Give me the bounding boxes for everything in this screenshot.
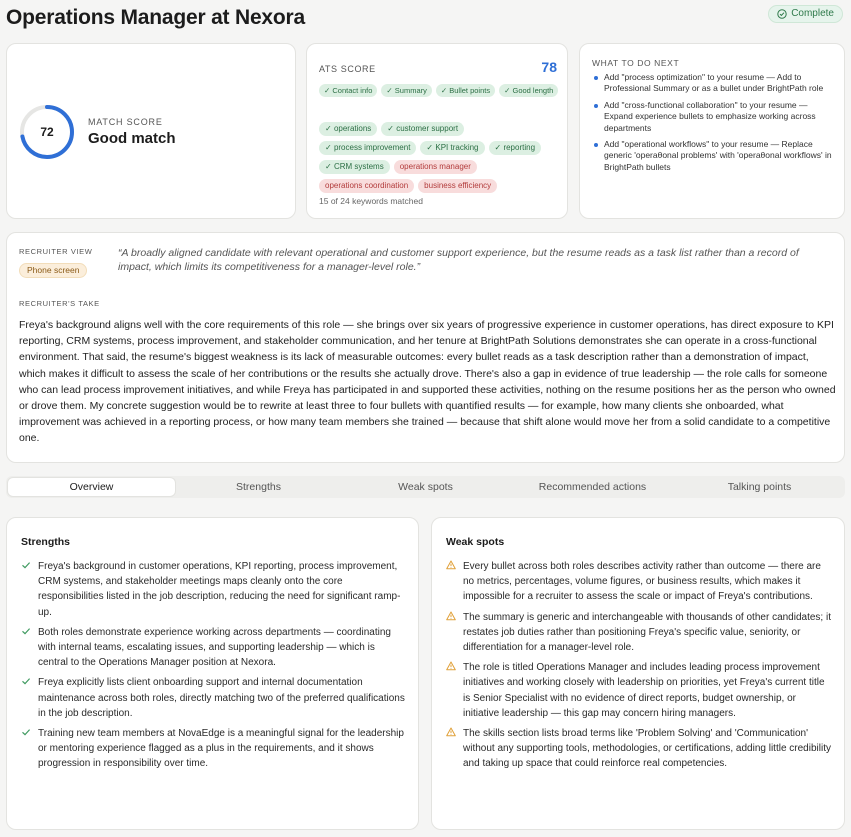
check-icon bbox=[21, 726, 31, 772]
strength-item bbox=[21, 625, 406, 671]
check-icon bbox=[21, 625, 31, 671]
keyword-missing-chip bbox=[418, 179, 497, 193]
keyword-matched-chip: ✓ KPI tracking bbox=[420, 141, 484, 155]
keyword-missing-chip bbox=[319, 179, 414, 193]
recruiter-quote: “A broadly aligned candidate with relevant operational and customer support experience, but the resume reads as a task list rather than a record of impact, which limits its competitiveness for a manager-level role.” bbox=[118, 247, 799, 273]
check-circle-icon bbox=[777, 9, 787, 19]
tab-weak-spots[interactable]: Weak spots bbox=[398, 481, 453, 493]
keyword-label: reporting bbox=[503, 143, 536, 152]
keyword-label: CRM systems bbox=[333, 162, 384, 171]
ats-section-checks bbox=[319, 84, 559, 97]
keyword-label: customer support bbox=[396, 124, 459, 133]
section-check-chip: ✓ Bullet points bbox=[436, 84, 495, 97]
next-steps-label: WHAT TO DO NEXT bbox=[592, 58, 680, 68]
weak-spot-item bbox=[446, 610, 831, 656]
warning-icon bbox=[446, 610, 456, 656]
keyword-missing-chip bbox=[394, 160, 477, 174]
recruiter-take-text: Freya's background aligns well with the core requirements of this role — she brings over six years of progressive experience in customer operations, has direct exposure to KPI reporting, CRM systems, process improvement, and stakeholder communication, and her tenure at BrightPath Solutions demonstrates she can operate in a cross-functional environment. That said, the resume's biggest weakness is its lack of measurable outcomes: every bullet reads as a task description rather than a demonstration of impact, which makes it difficult to assess the scale of her contributions or the results she actually drove. There's also a gap in evidence of true leadership — the role calls for someone who can lead process improvement initiatives, and while Freya has participated in and supported these activities, nothing on the resume positions her as the person who owned or drove them. My concrete suggestion would be to rewrite at least three to four bullets with quantified results — for example, how many clients she onboarded, what improvement was achieved in a reporting process, or how many team members she trained — because that shift alone would move her from a solid candidate to a competitive one. bbox=[19, 319, 836, 445]
recruiter-card bbox=[6, 232, 845, 463]
strength-item-text: Freya explicitly lists client onboarding support and internal documentation maintenance across both roles, directly matching two of the preferred qualifications in the job description. bbox=[38, 677, 405, 719]
section-check-chip: ✓ Summary bbox=[381, 84, 431, 97]
tab-talking-points[interactable]: Talking points bbox=[727, 481, 792, 493]
weak-spot-item-text: Every bullet across both roles describes activity rather than outcome — there are no metrics, percentages, volume figures, or business results, which makes it impossible for a recruiter to assess the scale or impact of Freya's contributions. bbox=[463, 561, 821, 603]
weak-spots-list bbox=[446, 559, 831, 777]
weak-spots-card bbox=[431, 517, 845, 830]
next-steps-card bbox=[579, 43, 845, 219]
ats-score-value: 78 bbox=[541, 59, 557, 75]
check-icon bbox=[21, 559, 31, 620]
section-check-label: Bullet points bbox=[449, 86, 491, 95]
strengths-card bbox=[6, 517, 419, 830]
weak-spot-item-text: The summary is generic and interchangeable with thousands of other candidates; it restates job duties rather than positioning Freya's specific value, seniority, or differentiation for a manager-level role. bbox=[463, 611, 831, 654]
next-steps-list bbox=[592, 72, 837, 178]
strength-item bbox=[21, 726, 406, 772]
tab-recommended-actions[interactable]: Recommended actions bbox=[538, 481, 647, 493]
keyword-label: business efficiency bbox=[424, 181, 492, 190]
weak-spot-item bbox=[446, 559, 831, 605]
strength-item-text: Freya's background in customer operations, KPI reporting, process improvement, CRM systems, and stakeholder meetings maps cleanly onto the core responsibilities listed in the job description, reducing the need for significant ramp-up. bbox=[38, 561, 401, 618]
tab-overview[interactable]: Overview bbox=[8, 478, 175, 496]
keyword-label: KPI tracking bbox=[435, 143, 479, 152]
section-check-chip: ✓ Contact info bbox=[319, 84, 377, 97]
section-check-label: Contact info bbox=[332, 86, 373, 95]
tab-strengths[interactable]: Strengths bbox=[236, 481, 281, 493]
tab-bar bbox=[6, 476, 845, 498]
match-score-value: 72 bbox=[40, 125, 54, 139]
ats-score-card bbox=[306, 43, 568, 219]
next-step-item: Add "operational workflows" to your resume — Replace generic 'operaθonal problems' with 'operaθonal workflows' in BrightPath bullets bbox=[592, 139, 837, 173]
section-check-chip: ✓ Good length bbox=[499, 84, 558, 97]
next-step-item: Add "process optimization" to your resume — Add to Professional Summary or as a bullet under BrightPath role bbox=[592, 72, 837, 95]
match-verdict: Good match bbox=[88, 130, 176, 147]
warning-icon bbox=[446, 660, 456, 721]
next-step-item: Add "cross-functional collaboration" to your resume — Expand experience bullets to emphasize working across departments bbox=[592, 100, 837, 134]
section-check-label: Good length bbox=[512, 86, 554, 95]
strengths-title: Strengths bbox=[21, 536, 71, 548]
check-icon bbox=[21, 675, 31, 721]
keyword-label: operations bbox=[333, 124, 372, 133]
keyword-matched-chip: ✓ operations bbox=[319, 122, 377, 136]
strength-item bbox=[21, 559, 406, 620]
strength-item-text: Both roles demonstrate experience working across departments — coordinating with internal teams, escalating issues, and supporting leadership — which is central to the Operations Manager position at Nexora. bbox=[38, 626, 391, 669]
keyword-matched-chip: ✓ customer support bbox=[381, 122, 464, 136]
keyword-label: operations manager bbox=[399, 162, 471, 171]
keyword-matched-chip: ✓ process improvement bbox=[319, 141, 416, 155]
keyword-matched-chip: ✓ CRM systems bbox=[319, 160, 390, 174]
weak-spots-title: Weak spots bbox=[446, 536, 505, 548]
keyword-label: operations coordination bbox=[325, 181, 409, 190]
match-score-label: MATCH SCORE bbox=[88, 117, 163, 127]
weak-spot-item bbox=[446, 660, 831, 721]
page-title: Operations Manager at Nexora bbox=[6, 6, 305, 29]
ats-score-label: ATS SCORE bbox=[319, 64, 376, 74]
recruiter-take-label: RECRUITER'S TAKE bbox=[19, 299, 100, 308]
strength-item bbox=[21, 675, 406, 721]
weak-spot-item-text: The skills section lists broad terms like 'Problem Solving' and 'Communication' without any supporting tools, methodologies, or certifications, adding little credibility and taking up space that could reinforce real competencies. bbox=[463, 728, 831, 770]
recruiter-view-label: RECRUITER VIEW bbox=[19, 247, 93, 256]
match-score-card bbox=[6, 43, 296, 219]
strengths-list bbox=[21, 559, 406, 777]
keyword-label: process improvement bbox=[333, 143, 411, 152]
weak-spot-item-text: The role is titled Operations Manager and includes leading process improvement initiatives and working closely with leadership on priorities, yet Freya's current title is Senior Specialist with no evidence of direct reports, budget ownership, or initiative leadership — this gap may concern hiring managers. bbox=[463, 662, 825, 719]
recruiter-stage-badge: Phone screen bbox=[19, 263, 87, 278]
status-badge bbox=[768, 5, 843, 23]
section-check-label: Summary bbox=[394, 86, 427, 95]
weak-spot-item bbox=[446, 726, 831, 772]
keyword-matched-chip: ✓ reporting bbox=[489, 141, 542, 155]
warning-icon bbox=[446, 726, 456, 772]
strength-item-text: Training new team members at NovaEdge is a meaningful signal for the leadership or mentoring experience flagged as a plus in the requirements, and it shows progression in responsibility over time. bbox=[38, 728, 404, 770]
keywords-matched-count: 15 of 24 keywords matched bbox=[319, 196, 423, 206]
status-label: Complete bbox=[791, 8, 834, 19]
warning-icon bbox=[446, 559, 456, 605]
ats-keywords bbox=[319, 122, 559, 193]
